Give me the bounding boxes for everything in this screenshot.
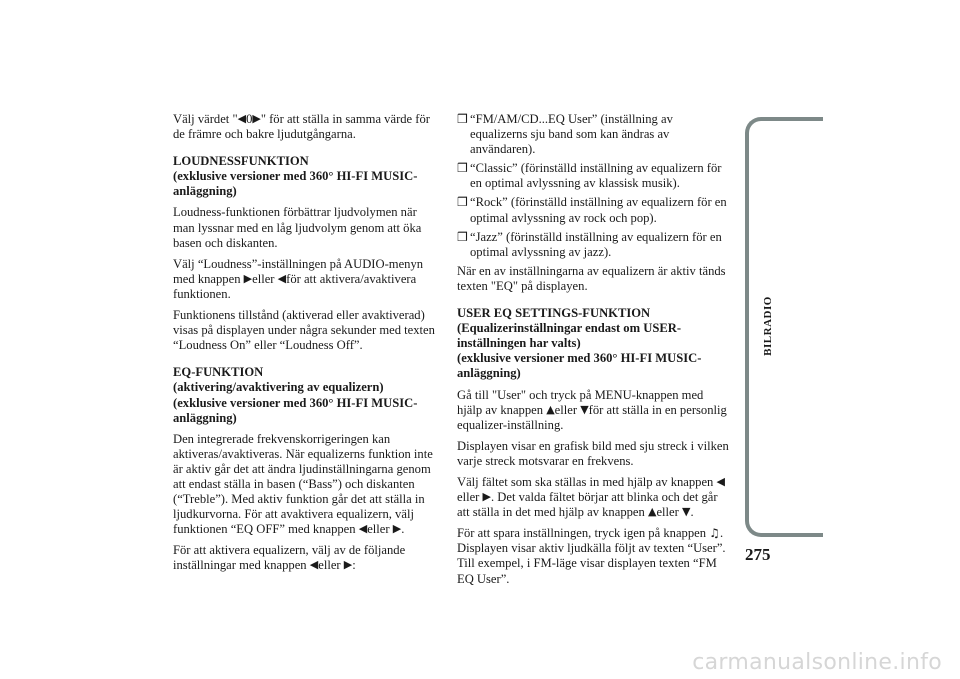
left-arrow-icon: ◀ [309, 558, 319, 572]
checkbox-icon: ❒ [457, 229, 468, 244]
right-arrow-icon: ▶ [392, 522, 402, 536]
user-eq-heading: USER EQ SETTINGS-FUNKTION (Equalizerinställningar endast om USER-inställningen har valts) (exklusive versioner med 360° HI-FI MUSIC-anläggning) [457, 306, 702, 381]
loudness-description: Loudness-funktionen förbättrar ljudvolymen när man lyssnar med en låg ljudvolym genom att öka basen och diskanten. [173, 205, 422, 250]
right-arrow-icon: ▶ [243, 271, 253, 285]
list-item: ❒ “Jazz” (förinställd inställning av equalizern för en optimal avlyssning av jazz). [457, 229, 722, 259]
eq-active-note: När en av inställningarna av equalizern är aktiv tänds texten "EQ" på displayen. [457, 263, 726, 293]
right-arrow-icon: ▶ [343, 558, 353, 572]
left-column [173, 112, 441, 580]
left-arrow-icon: ◀ [277, 271, 287, 285]
paragraph-select-value: Välj värdet "◀0▶" för att ställa in samma värde för de främre och bakre ljudutgångarna. [173, 112, 430, 142]
loudness-heading: LOUDNESSFUNKTION (exklusive versioner med 360° HI-FI MUSIC-anläggning) [173, 154, 418, 199]
page-number: 275 [745, 545, 771, 564]
list-item: ❒ “FM/AM/CD...EQ User” (inställning av equalizerns sju band som kan ändras av användaren). [457, 112, 673, 157]
checkbox-icon: ❒ [457, 195, 468, 210]
left-arrow-icon: ◀ [358, 522, 368, 536]
user-eq-step4: För att spara inställningen, tryck igen på knappen ♫. Displayen visar aktiv ljudkälla följt av texten “User”. Till exempel, i FM-läge visar displayen texten “FM EQ User”. [457, 526, 726, 586]
checkbox-icon: ❒ [457, 112, 468, 126]
eq-activate: För att aktivera equalizern, välj av de följande inställningar med knappen ◀eller ▶: [173, 543, 406, 573]
list-item: ❒ “Rock” (förinställd inställning av equalizern för en optimal avlyssning av rock och pop). [457, 195, 727, 225]
left-arrow-icon: ◀ [716, 474, 725, 488]
right-column [457, 112, 729, 593]
up-arrow-icon: ▲ [647, 505, 657, 519]
right-arrow-icon: ▶ [482, 490, 491, 504]
section-tab-label: BILRADIO [762, 296, 774, 356]
loudness-select: Välj “Loudness”-inställningen på AUDIO-menyn med knappen ▶eller ◀för att aktivera/avaktivera funktionen. [173, 256, 424, 301]
loudness-status: Funktionens tillstånd (aktiverad eller avaktiverad) visas på displayen under några sekunder med texten “Loudness On” eller “Loudness Off”. [173, 308, 435, 353]
user-eq-step3: Välj fältet som ska ställas in med hjälp av knappen ◀eller ▶. Det valda fältet börjar att blinka och det går att ställa in det med hjälp av knappen ▲eller ▼. [457, 474, 725, 520]
checkbox-icon: ❒ [457, 161, 468, 176]
section-tab [745, 117, 823, 537]
user-eq-step1: Gå till "User" och tryck på MENU-knappen med hjälp av knappen ▲eller ▼för att ställa in en personlig equalizer-inställning. [457, 387, 727, 432]
down-arrow-icon: ▼ [681, 505, 691, 519]
down-arrow-icon: ▼ [580, 402, 589, 416]
eq-heading: EQ-FUNKTION (aktivering/avaktivering av equalizern) (exklusive versioner med 360° HI-FI MUSIC-anläggning) [173, 365, 418, 425]
up-arrow-icon: ▲ [546, 402, 555, 416]
watermark: carmanualsonline.info [692, 650, 942, 675]
music-note-icon: ♫ [709, 526, 720, 541]
right-arrow-icon: ▶ [252, 112, 261, 125]
user-eq-step2: Displayen visar en grafisk bild med sju streck i vilken varje streck motsvarar en frekvens. [457, 438, 729, 468]
left-arrow-icon: ◀ [237, 112, 247, 125]
list-item: ❒ “Classic” (förinställd inställning av equalizern för en optimal avlyssning av klassisk musik). [457, 161, 722, 191]
eq-description: Den integrerade frekvenskorrigeringen kan aktiveras/avaktiveras. När equalizerns funktion inte är aktiv går det att ändra ljudinställningarna genom att endast ställa in basen (“Bass”) och diskanten (“Treble”). Med aktiv funktion går det att ställa in ljudkurvorna. För att avaktivera equalizern, välj funktionen “EQ OFF” med knappen ◀eller ▶. [173, 431, 433, 537]
